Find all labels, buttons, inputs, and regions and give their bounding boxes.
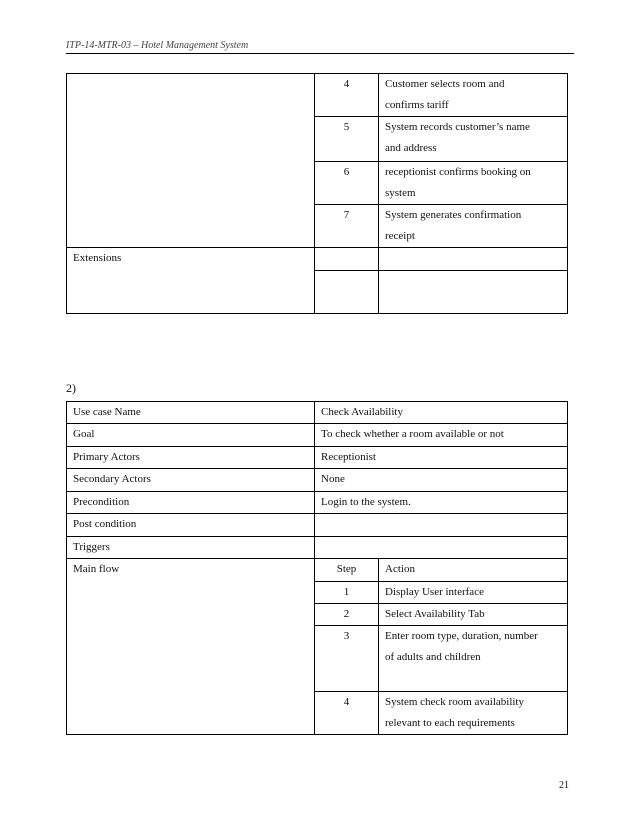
extension-action-cell (379, 271, 568, 314)
step-action-line: and address (385, 142, 437, 154)
section-label: 2) (66, 381, 76, 395)
step-number: 3 (315, 626, 379, 692)
row-value: None (315, 469, 568, 492)
running-header: ITP-14-MTR-03 – Hotel Management System (66, 40, 249, 51)
step-action-line: receptionist confirms booking on (385, 166, 531, 178)
extensions-label: Extensions (67, 248, 315, 314)
step-action-line: Enter room type, duration, number (385, 630, 538, 642)
extension-step-cell (315, 271, 379, 314)
step-action (379, 626, 568, 692)
row-label: Goal (67, 424, 315, 447)
step-action (379, 604, 568, 626)
step-action-line: receipt (385, 230, 415, 242)
step-action-line: of adults and children (385, 651, 481, 663)
step-header: Step (315, 559, 379, 582)
step-action-line: System records customer’s name (385, 121, 530, 133)
step-number: 7 (315, 205, 379, 248)
row-label: Precondition (67, 492, 315, 514)
row-value: Receptionist (315, 447, 568, 469)
row-label: Post condition (67, 514, 315, 537)
row-label: Triggers (67, 537, 315, 559)
main-flow-empty-cell (67, 74, 315, 248)
header-rule (66, 53, 574, 54)
step-action (379, 162, 568, 205)
row-label: Primary Actors (67, 447, 315, 469)
step-action (379, 117, 568, 162)
row-value: Login to the system. (315, 492, 568, 514)
step-number: 6 (315, 162, 379, 205)
row-value: Check Availability (315, 402, 568, 424)
step-action-line: Display User interface (385, 586, 484, 598)
extension-step-cell (315, 248, 379, 271)
step-action-line: system (385, 187, 416, 199)
row-label: Use case Name (67, 402, 315, 424)
row-value: To check whether a room available or not (315, 424, 568, 447)
step-action-line: relevant to each requirements (385, 717, 515, 729)
step-action (379, 582, 568, 604)
step-number: 2 (315, 604, 379, 626)
step-number: 1 (315, 582, 379, 604)
step-action-line: System check room availability (385, 696, 524, 708)
step-number: 5 (315, 117, 379, 162)
use-case-table-continued (66, 73, 568, 314)
step-action-line: System generates confirmation (385, 209, 522, 221)
step-number: 4 (315, 74, 379, 117)
action-header: Action (379, 559, 568, 582)
page-number: 21 (559, 780, 569, 791)
step-action-line: Customer selects room and (385, 78, 505, 90)
extension-action-cell (379, 248, 568, 271)
row-value (315, 514, 568, 537)
step-action-line: Select Availability Tab (385, 608, 485, 620)
step-action (379, 205, 568, 248)
main-flow-label: Main flow (67, 559, 315, 735)
step-number: 4 (315, 692, 379, 735)
step-action (379, 74, 568, 117)
use-case-table-check-availability (66, 401, 568, 735)
row-value (315, 537, 568, 559)
step-action (379, 692, 568, 735)
row-label: Secondary Actors (67, 469, 315, 492)
step-action-line: confirms tariff (385, 99, 449, 111)
